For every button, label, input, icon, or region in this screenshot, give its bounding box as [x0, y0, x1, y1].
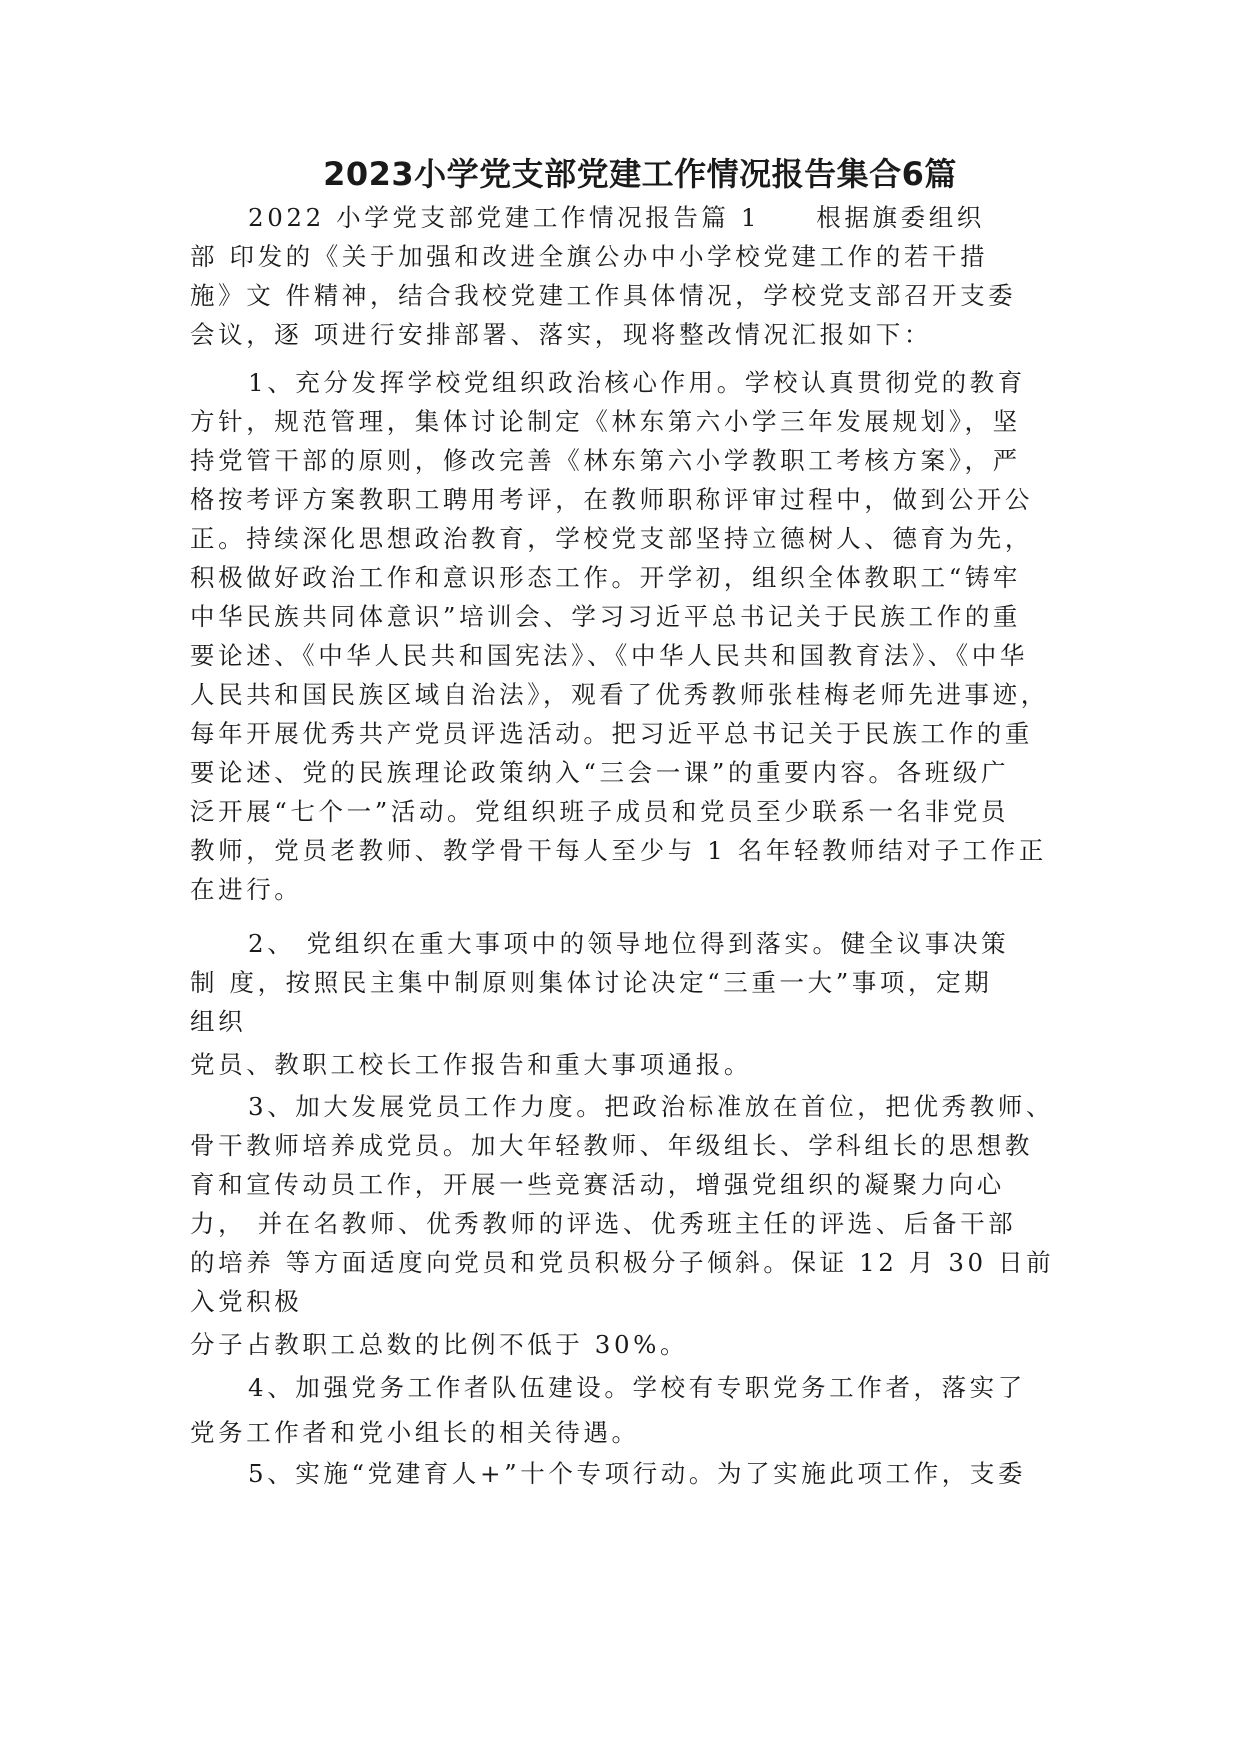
text-line: 积极做好政治工作和意识形态工作。开学初，组织全体教职工“铸牢 — [190, 563, 1022, 592]
text-line: 部 印发的《关于加强和改进全旗公办中小学校党建工作的若干措 — [190, 242, 989, 271]
section-4-paragraph — [190, 1368, 1050, 1452]
intro-paragraph — [190, 198, 1050, 354]
text-line: 分子占教职工总数的比例不低于 30%。 — [190, 1330, 689, 1359]
text-line: 2022 小学党支部党建工作情况报告篇 1 根据旗委组织 — [248, 203, 985, 232]
text-line: 骨干教师培养成党员。加大年轻教师、年级组长、学科组长的思想教 — [190, 1131, 1033, 1160]
text-line: 4、加强党务工作者队伍建设。学校有专职党务工作者，落实了 — [248, 1373, 1026, 1402]
section-1-paragraph — [190, 363, 1050, 909]
text-line: 制 度，按照民主集中制原则集体讨论决定“三重一大”事项，定期 — [190, 968, 993, 997]
text-line: 组织 — [190, 1007, 247, 1036]
text-line: 中华民族共同体意识”培训会、学习习近平总书记关于民族工作的重 — [190, 602, 1022, 631]
text-line: 1、充分发挥学校党组织政治核心作用。学校认真贯彻党的教育 — [248, 368, 1026, 397]
section-5-paragraph — [190, 1454, 1050, 1493]
text-line: 3、加大发展党员工作力度。把政治标准放在首位，把优秀教师、 — [248, 1092, 1054, 1121]
section-3-paragraph — [190, 1087, 1055, 1364]
text-line: 在进行。 — [190, 875, 303, 904]
text-line: 会议，逐 项进行安排部署、落实，现将整改情况汇报如下： — [190, 320, 932, 349]
text-line: 施》文 件精神，结合我校党建工作具体情况，学校党支部召开支委 — [190, 281, 1017, 310]
text-line: 格按考评方案教职工聘用考评，在教师职称评审过程中，做到公开公 — [190, 485, 1033, 514]
text-line: 每年开展优秀共产党员评选活动。把习近平总书记关于民族工作的重 — [190, 719, 1033, 748]
text-line: 要论述、《中华人民共和国宪法》、《中华人民共和国教育法》、《中华 — [190, 641, 1028, 670]
text-line: 5、实施“党建育人+”十个专项行动。为了实施此项工作，支委 — [248, 1459, 1027, 1488]
text-line: 育和宣传动员工作，开展一些竞赛活动，增强党组织的凝聚力向心 — [190, 1170, 1005, 1199]
text-line: 要论述、党的民族理论政策纳入“三会一课”的重要内容。各班级广 — [190, 758, 1010, 787]
text-line: 人民共和国民族区域自治法》，观看了优秀教师张桂梅老师先进事迹， — [190, 680, 1049, 709]
document-title: 2023小学党支部党建工作情况报告集合6篇 — [323, 155, 957, 193]
text-line: 党员、教职工校长工作报告和重大事项通报。 — [190, 1050, 752, 1079]
text-line: 2、 党组织在重大事项中的领导地位得到落实。健全议事决策 — [248, 929, 1010, 958]
text-line: 方针，规范管理，集体讨论制定《林东第六小学三年发展规划》，坚 — [190, 407, 1021, 436]
text-line: 持党管干部的原则，修改完善《林东第六小学教职工考核方案》，严 — [190, 446, 1021, 475]
text-line: 正。持续深化思想政治教育，学校党支部坚持立德树人、德育为先， — [190, 524, 1033, 553]
section-2-paragraph — [190, 924, 1050, 1084]
text-line: 力， 并在名教师、优秀教师的评选、优秀班主任的评选、后备干部 — [190, 1209, 1017, 1238]
text-line: 泛开展“七个一”活动。党组织班子成员和党员至少联系一名非党员 — [190, 797, 1010, 826]
text-line: 教师，党员老教师、教学骨干每人至少与 1 名年轻教师结对子工作正 — [190, 836, 1047, 865]
text-line: 党务工作者和党小组长的相关待遇。 — [190, 1418, 640, 1447]
text-line: 的培养 等方面适度向党员和党员积极分子倾斜。保证 12 月 30 日前 — [190, 1248, 1055, 1277]
text-line: 入党积极 — [190, 1287, 303, 1316]
